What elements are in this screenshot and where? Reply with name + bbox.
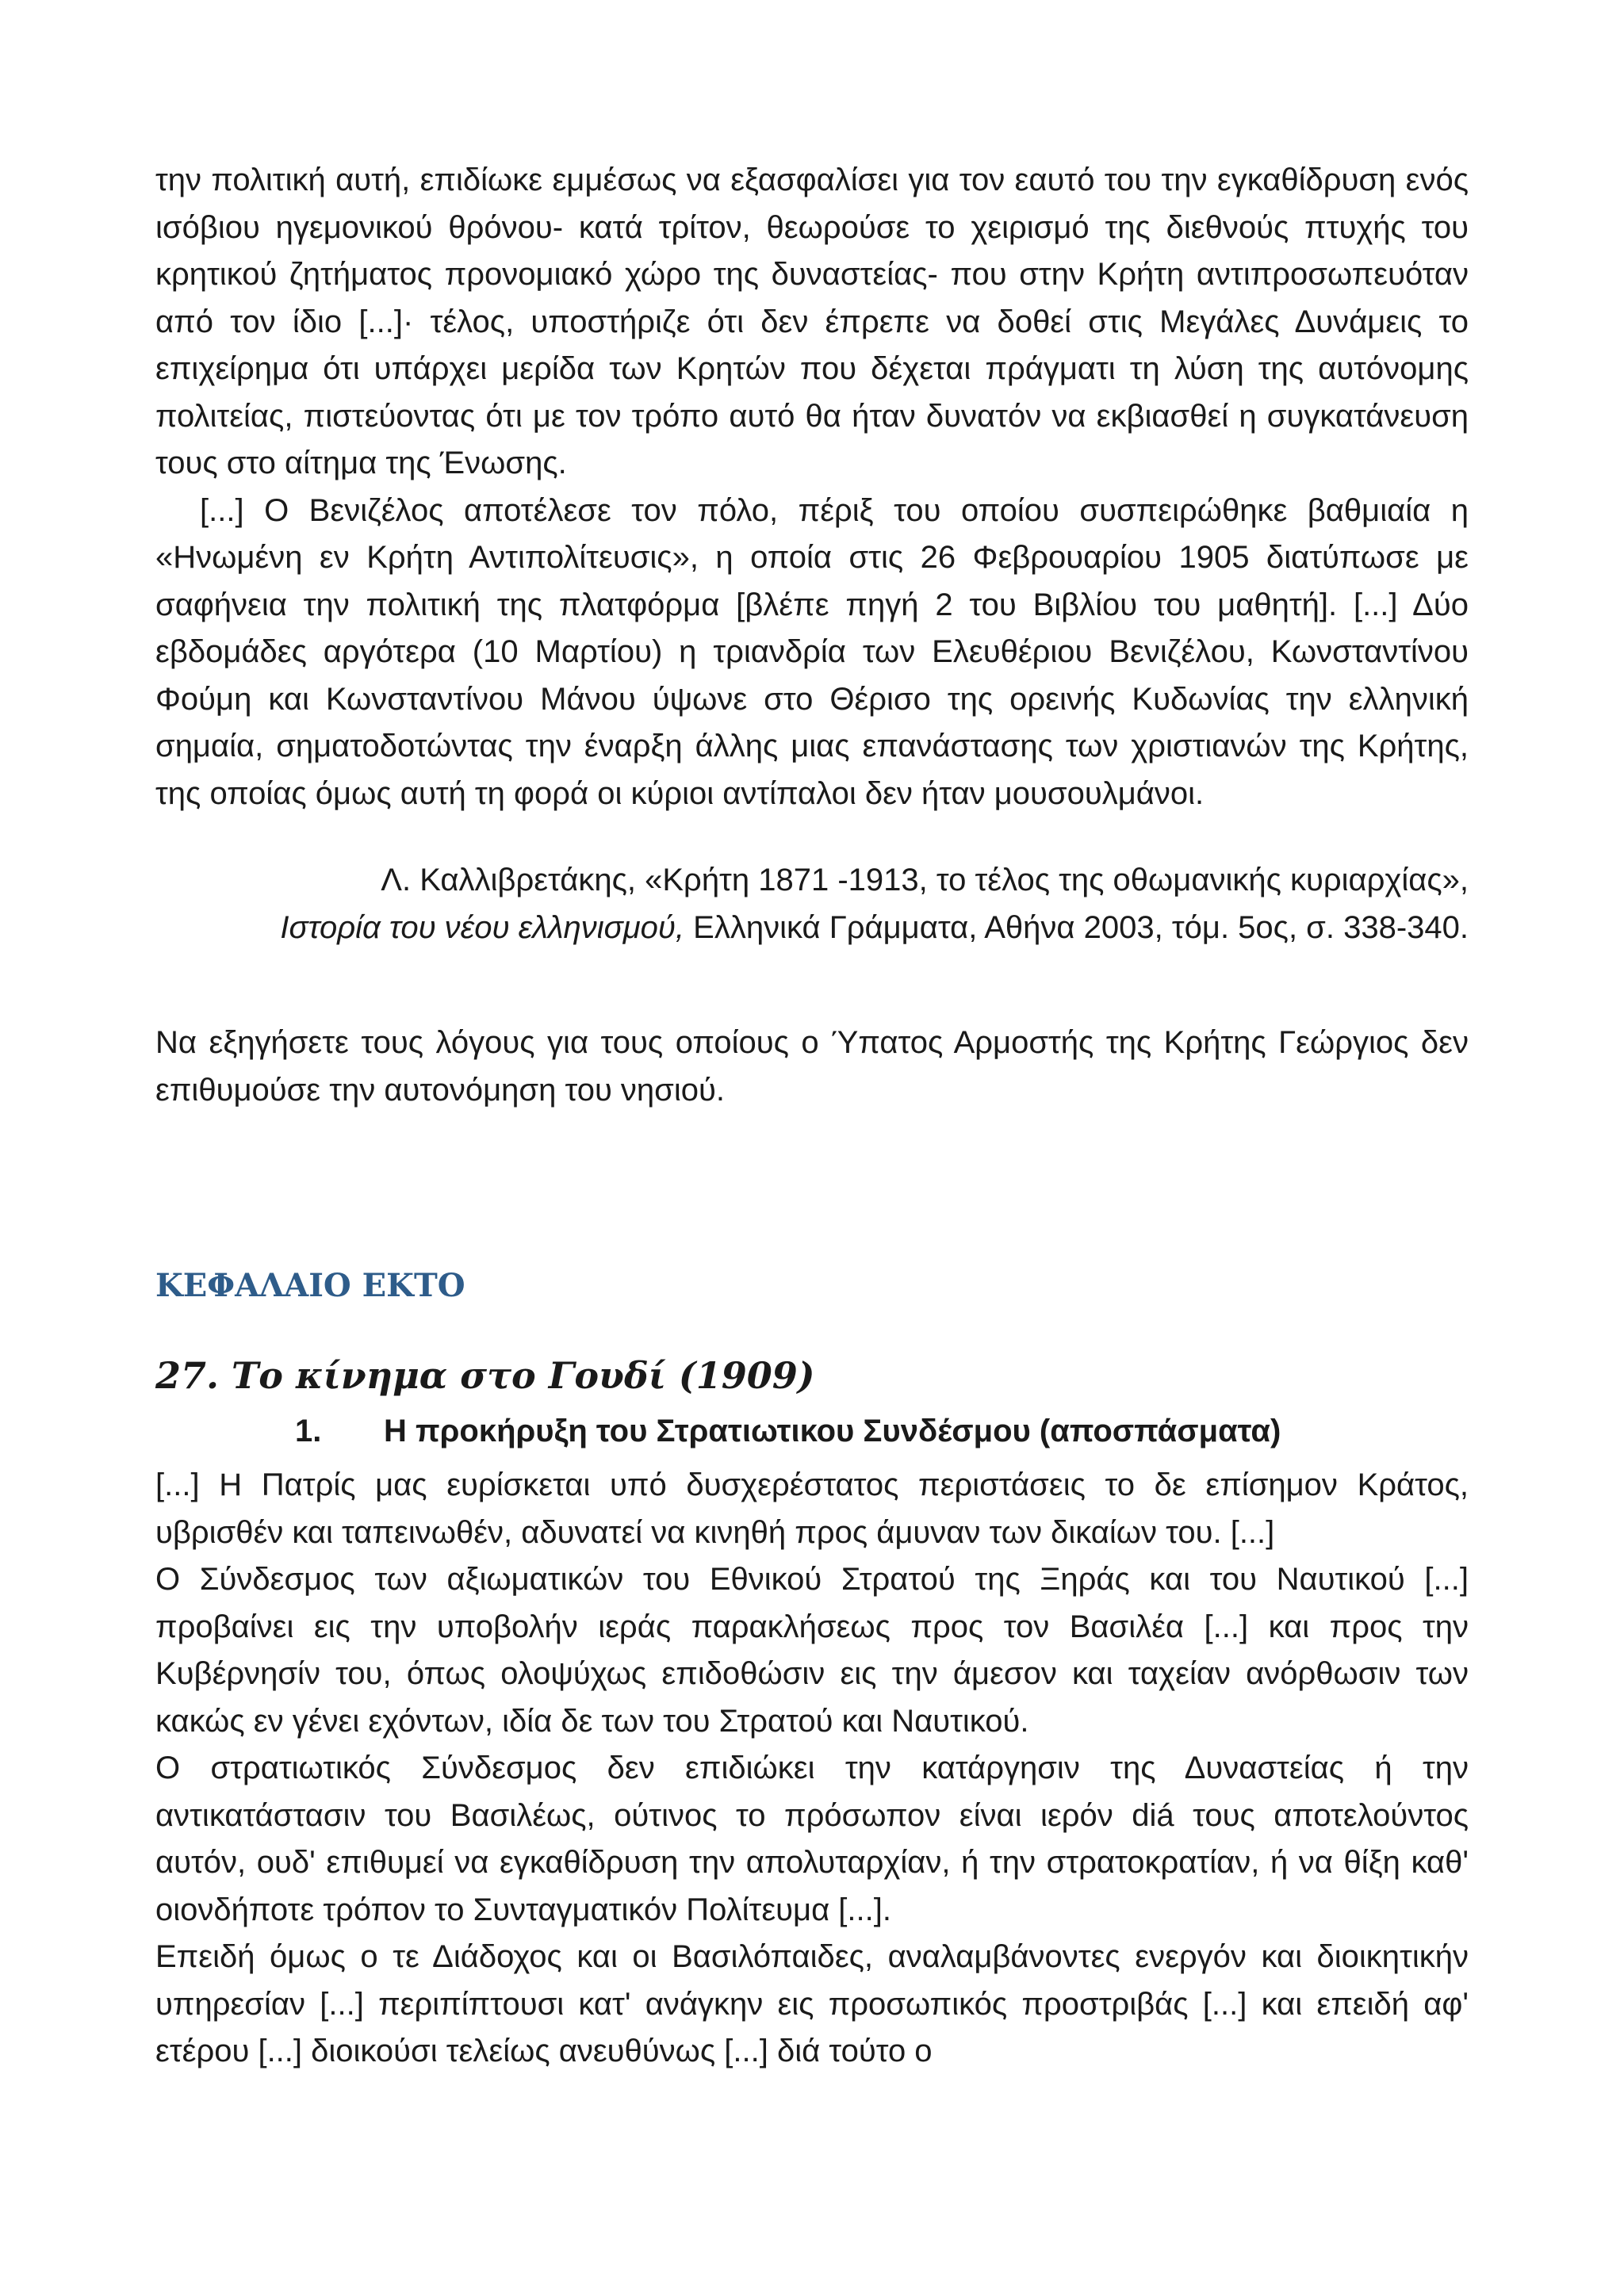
source-citation bbox=[155, 857, 1469, 951]
source-paragraph: Επειδή όμως ο τε Διάδοχος και οι Βασιλόπαιδες, αναλαμβάνοντες ενεργόν και διοικητικήν υπηρεσίαν [...] περιπίπτουσι κατ' ανάγκην εις προσωπικός προστριβάς [...] και επειδή αφ' ετέρου [...] διοικούσι τελείως ανευθύνως [...] διά τούτο ο bbox=[155, 1939, 1469, 2068]
source-body bbox=[155, 1462, 1469, 2076]
passage-paragraph: την πολιτική αυτή, επιδίωκε εμμέσως να εξασφαλίσει για τον εαυτό του την εγκαθίδρυση ενός ισόβιου ηγεμονικού θρόνου- κατά τρίτον, θεωρούσε το χειρισμό της διεθνούς πτυχής του κρητικού ζητήματος προνομιακό χώρο της δυναστείας- που στην Κρήτη αντιπροσωπευόταν από τον ίδιο [...]· τέλος, υποστήριζε ότι δεν έπρεπε να δοθεί στις Μεγάλες Δυνάμεις το επιχείρημα ότι υπάρχει μερίδα των Κρητών που δέχεται πράγματι τη λύση της αυτόνομης πολιτείας, πιστεύοντας ότι με τον τρόπο αυτό θα ήταν δυνατόν να εκβιασθεί η συγκατάνευση τους στο αίτημα της Ένωσης. bbox=[155, 163, 1469, 480]
section-heading: 27. Το κίνημα στο Γουδί (1909) bbox=[155, 1354, 815, 1397]
source-number: 1. bbox=[295, 1414, 322, 1448]
citation-work-title: Ιστορία του νέου ελληνισμού, bbox=[280, 909, 685, 945]
passage-paragraph: [...] Ο Βενιζέλος αποτέλεσε τον πόλο, πέριξ του οποίου συσπειρώθηκε βαθμιαία η «Ηνωμένη εν Κρήτη Αντιπολίτευσις», η οποία στις 26 Φεβρουαρίου 1905 διατύπωσε με σαφήνεια την πολιτική της πλατφόρμα [βλέπε πηγή 2 του Βιβλίου του μαθητή]. [...] Δύο εβδομάδες αργότερα (10 Μαρτίου) η τριανδρία των Ελευθέριου Βενιζέλου, Κωνσταντίνου Φούμη και Κωνσταντίνου Μάνου ύψωνε στο Θέρισο της ορεινής Κυδωνίας την ελληνική σημαία, σηματοδοτώντας την έναρξη άλλης μιας επανάστασης των χριστιανών της Κρήτης, της οποίας όμως αυτή τη φορά οι κύριοι αντίπαλοι δεν ήταν μουσουλμάνοι. bbox=[155, 492, 1469, 811]
source-paragraph: [...] Η Πατρίς μας ευρίσκεται υπό δυσχερέστατος περιστάσεις το δε επίσημον Κράτος, υβρισθέν και ταπεινωθέν, αδυνατεί να κινηθή προς άμυναν των δικαίων του. [...] bbox=[155, 1468, 1469, 1550]
source-paragraph: Ο στρατιωτικός Σύνδεσμος δεν επιδιώκει την κατάργησιν της Δυναστείας ή την αντικατάστασιν του Βασιλέως, ούτινος το πρόσωπον είναι ιερόν diá τους αποτελούντος αυτόν, ουδ' επιθυμεί να εγκαθίδρυση την απολυταρχίαν, ή την στρατοκρατίαν, ή να θίξη καθ' οιονδήποτε τρόπον το Συνταγματικόν Πολίτευμα [...]. bbox=[155, 1751, 1469, 1927]
question-block bbox=[155, 1020, 1469, 1114]
citation-line: Λ. Καλλιβρετάκης, «Κρήτη 1871 -1913, το τέλος της οθωμανικής κυριαρχίας», bbox=[381, 863, 1469, 897]
passage-top bbox=[155, 157, 1469, 817]
citation-publication: Ελληνικά Γράμματα, Αθήνα 2003, τόμ. 5ος, σ. 338-340. bbox=[684, 909, 1469, 945]
source-title-text: Η προκήρυξη του Στρατιωτικου Συνδέσμου (αποσπάσματα) bbox=[384, 1414, 1281, 1448]
question-text: Να εξηγήσετε τους λόγους για τους οποίους ο Ύπατος Αρμοστής της Κρήτης Γεώργιος δεν επιθυμούσε την αυτονόμηση του νησιού. bbox=[155, 1025, 1469, 1108]
source-paragraph: Ο Σύνδεσμος των αξιωματικών του Εθνικού Στρατού της Ξηράς και του Ναυτικού [...] προβαίνει εις την υποβολήν ιεράς παρακλήσεως προς τον Βασιλέα [...] και προς την Κυβέρνησίν του, όπως ολοψύχως επιδοθώσιν εις την άμεσον και ταχείαν ανόρθωσιν των κακώς εν γένει εχόντων, ιδία δε των του Στρατού και Ναυτικού. bbox=[155, 1562, 1469, 1739]
source-title bbox=[295, 1414, 1281, 1449]
citation-line bbox=[155, 905, 1469, 952]
chapter-heading: ΚΕΦΑΛΑΙΟ ΕΚΤΟ bbox=[155, 1267, 465, 1304]
